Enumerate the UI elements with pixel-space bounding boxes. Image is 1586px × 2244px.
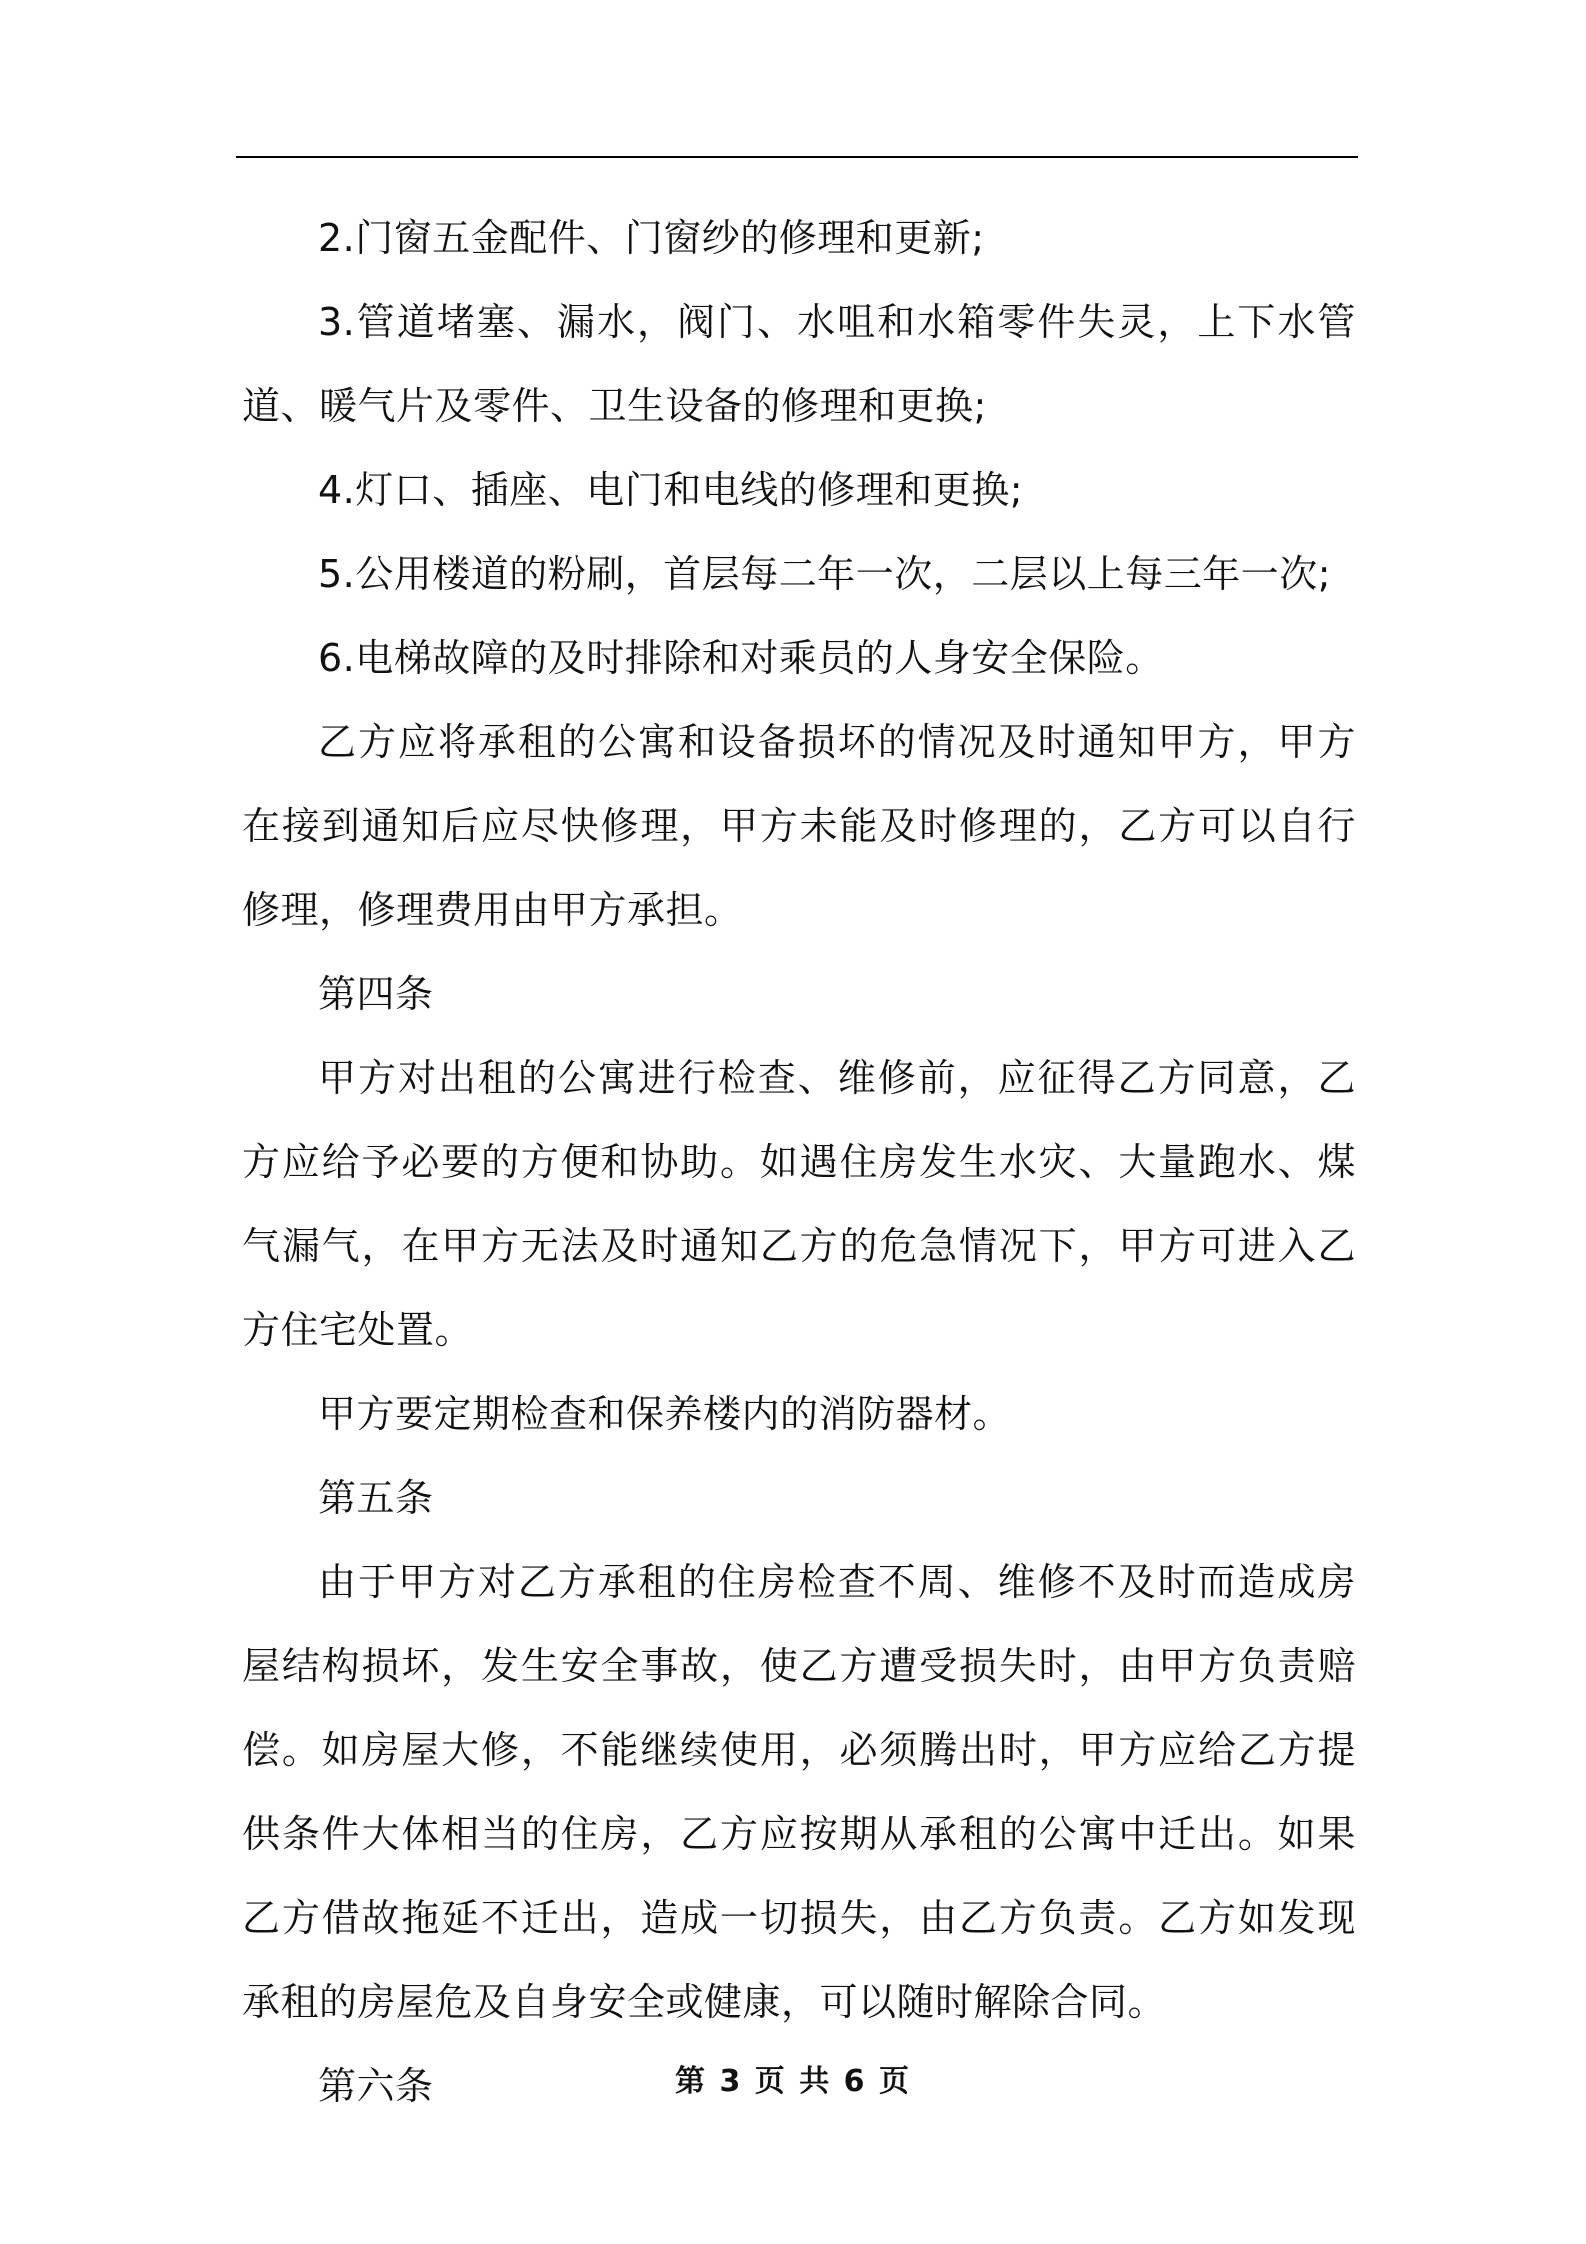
paragraph-item-3: 3.管道堵塞、漏水，阀门、水咀和水箱零件失灵，上下水管道、暖气片及零件、卫生设备的修理和更换; [242,300,1356,428]
page-number: 第 3 页 共 6 页 [675,2064,911,2099]
paragraph-item-2: 2.门窗五金配件、门窗纱的修理和更新; [318,216,985,260]
article-heading-4: 第四条 [318,972,434,1016]
article-heading-5: 第五条 [318,1476,434,1520]
paragraph-repair-notice: 乙方应将承租的公寓和设备损坏的情况及时通知甲方，甲方在接到通知后应尽快修理，甲方未能及时修理的，乙方可以自行修理，修理费用由甲方承担。 [242,720,1356,932]
paragraph-item-6: 6.电梯故障的及时排除和对乘员的人身安全保险。 [318,636,1164,680]
document-body [242,196,1356,2128]
paragraph-inspection: 甲方对出租的公寓进行检查、维修前，应征得乙方同意，乙方应给予必要的方便和协助。如遇住房发生水灾、大量跑水、煤气漏气，在甲方无法及时通知乙方的危急情况下，甲方可进入乙方住宅处置。 [242,1056,1356,1352]
paragraph-item-5: 5.公用楼道的粉刷，首层每二年一次，二层以上每三年一次; [318,552,1332,596]
paragraph-fire-equipment: 甲方要定期检查和保养楼内的消防器材。 [318,1392,1012,1436]
paragraph-liability: 由于甲方对乙方承租的住房检查不周、维修不及时而造成房屋结构损坏，发生安全事故，使乙方遭受损失时，由甲方负责赔偿。如房屋大修，不能继续使用，必须腾出时，甲方应给乙方提供条件大体相当的住房，乙方应按期从承租的公寓中迁出。如果乙方借故拖延不迁出，造成一切损失，由乙方负责。乙方如发现承租的房屋危及自身安全或健康，可以随时解除合同。 [242,1560,1356,2024]
article-heading-6: 第六条 [318,2064,434,2108]
paragraph-item-4: 4.灯口、插座、电门和电线的修理和更换; [318,468,1024,512]
header-rule [236,156,1358,158]
